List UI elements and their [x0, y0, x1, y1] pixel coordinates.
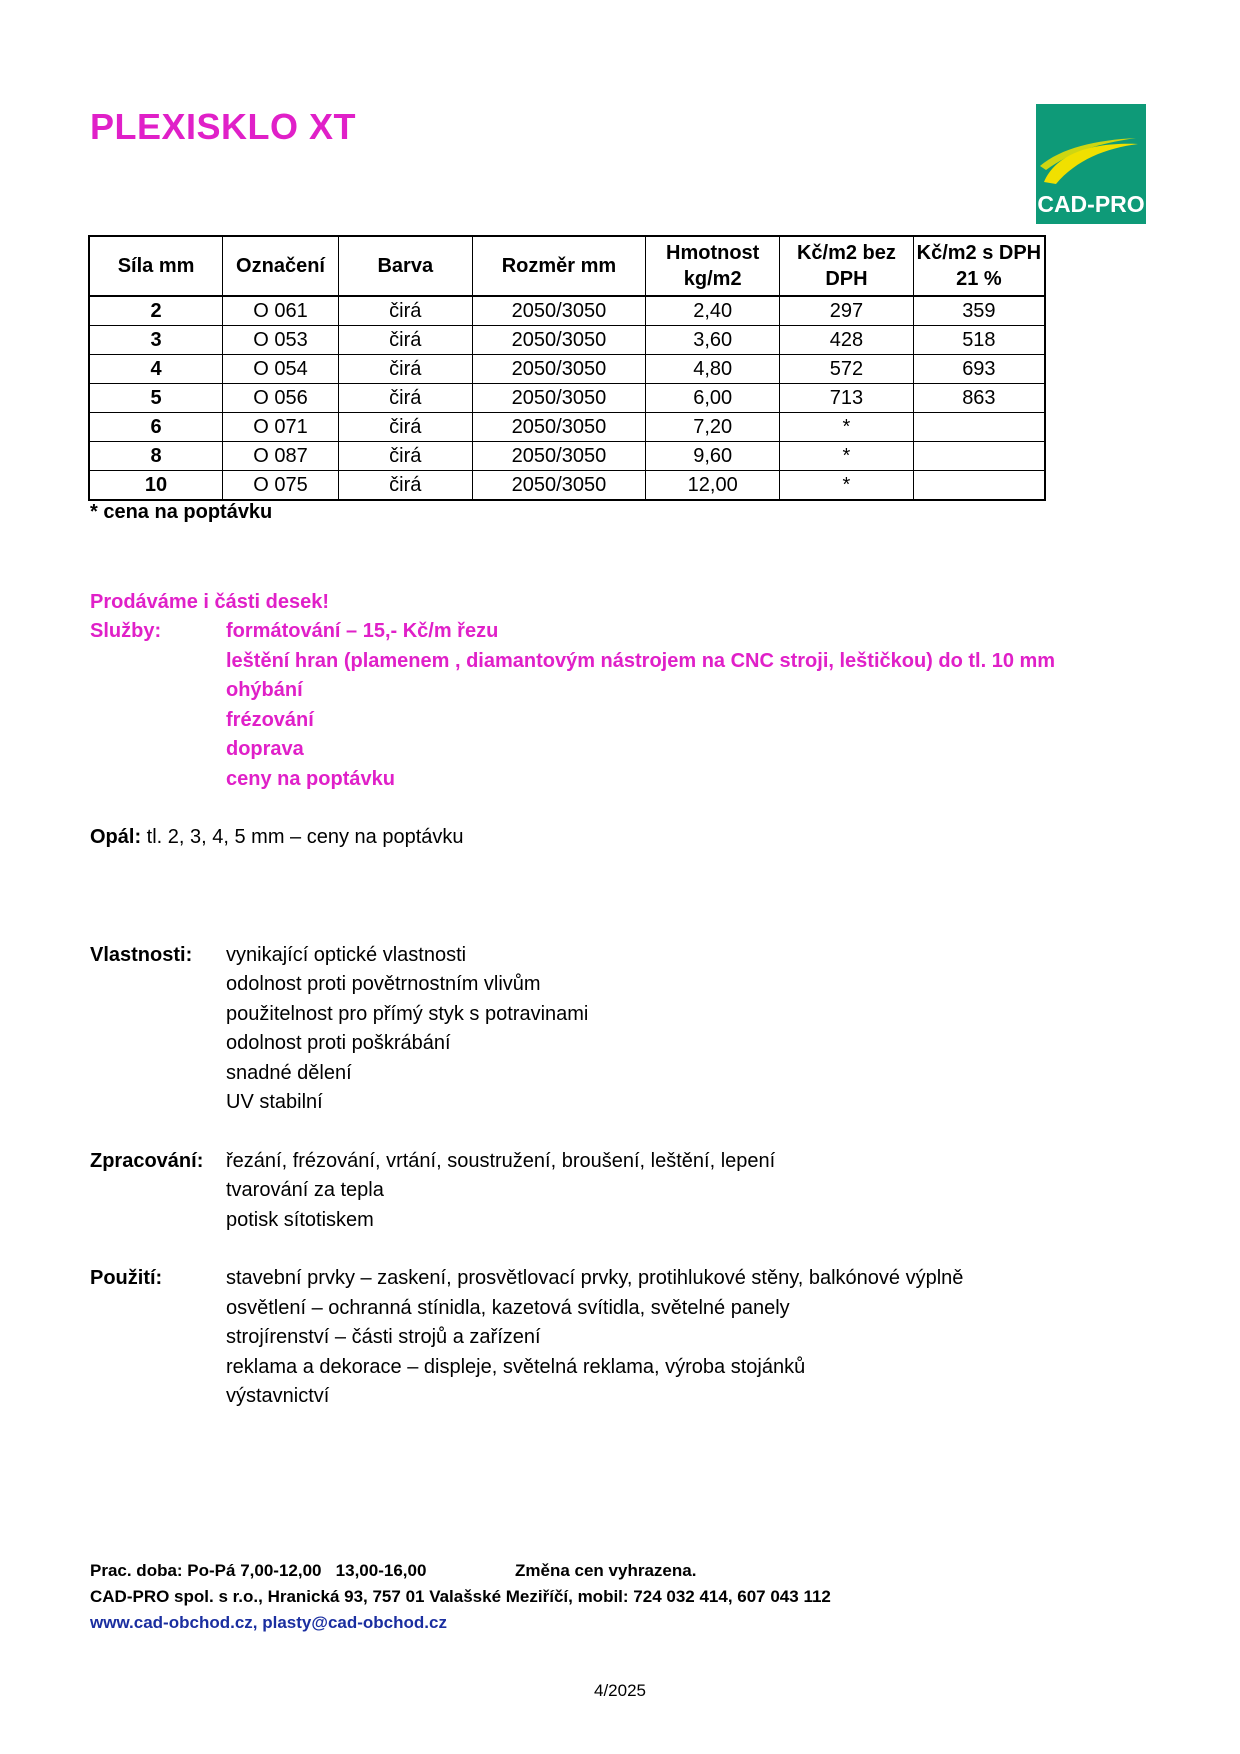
usage-item: strojírenství – části strojů a zařízení — [226, 1326, 541, 1348]
opal-text: tl. 2, 3, 4, 5 mm – ceny na poptávku — [141, 826, 464, 848]
service-item: ohýbání — [226, 679, 303, 701]
cell-size: 2050/3050 — [472, 355, 646, 384]
cell-price-vat: 359 — [913, 296, 1045, 326]
cell-price-net: 713 — [780, 384, 914, 413]
usage-item: reklama a dekorace – displeje, světelná reklama, výroba stojánků — [226, 1356, 806, 1378]
cell-price-vat: 693 — [913, 355, 1045, 384]
cell-code: O 087 — [223, 442, 339, 471]
website-link[interactable]: www.cad-obchod.cz — [90, 1613, 253, 1632]
cell-thickness: 8 — [89, 442, 223, 471]
table-header-row — [89, 236, 1045, 296]
property-item: odolnost proti poškrábání — [226, 1032, 451, 1054]
cell-size: 2050/3050 — [472, 442, 646, 471]
cad-pro-logo — [1036, 104, 1146, 224]
usage-label: Použití: — [90, 1267, 163, 1289]
price-on-request-note: * cena na poptávku — [90, 501, 273, 523]
services-label: Služby: — [90, 620, 162, 642]
price-table — [88, 235, 1046, 501]
cell-code: O 054 — [223, 355, 339, 384]
property-item: UV stabilní — [226, 1091, 323, 1113]
cell-price-net: * — [780, 442, 914, 471]
cell-color: čirá — [338, 355, 472, 384]
property-item: vynikající optické vlastnosti — [226, 944, 467, 966]
usage-item: stavební prvky – zaskení, prosvětlovací prvky, protihlukové stěny, balkónové výplně — [226, 1267, 964, 1289]
page-title: PLEXISKLO XT — [90, 106, 357, 147]
cell-thickness: 2 — [89, 296, 223, 326]
cell-size: 2050/3050 — [472, 413, 646, 442]
properties-label: Vlastnosti: — [90, 944, 193, 966]
header-weight: Hmotnost kg/m2 — [646, 236, 780, 296]
cell-code: O 053 — [223, 326, 339, 355]
email-link[interactable]: plasty@cad-obchod.cz — [262, 1613, 447, 1632]
table-row — [89, 442, 1045, 471]
header-color: Barva — [338, 236, 472, 296]
cell-weight: 7,20 — [646, 413, 780, 442]
cell-code: O 056 — [223, 384, 339, 413]
cell-price-net: 297 — [780, 296, 914, 326]
cell-thickness: 10 — [89, 471, 223, 501]
footer-company: CAD-PRO spol. s r.o., Hranická 93, 757 01 Valašské Meziříčí, mobil: 724 032 414, 607 043 112 — [90, 1587, 831, 1606]
header-thickness: Síla mm — [89, 236, 223, 296]
cell-code: O 075 — [223, 471, 339, 501]
page-number: 4/2025 — [594, 1681, 646, 1700]
cell-size: 2050/3050 — [472, 471, 646, 501]
opal-line — [90, 823, 464, 853]
table-row — [89, 296, 1045, 326]
cell-color: čirá — [338, 384, 472, 413]
service-item: formátování – 15,- Kč/m řezu — [226, 620, 499, 642]
cell-price-vat — [913, 442, 1045, 471]
opal-label: Opál: — [90, 826, 142, 848]
header-size: Rozměr mm — [472, 236, 646, 296]
table-row — [89, 326, 1045, 355]
cell-weight: 3,60 — [646, 326, 780, 355]
cell-color: čirá — [338, 471, 472, 501]
service-item: doprava — [226, 738, 304, 760]
processing-item: řezání, frézování, vrtání, soustružení, broušení, leštění, lepení — [226, 1150, 776, 1172]
cell-size: 2050/3050 — [472, 384, 646, 413]
cell-thickness: 4 — [89, 355, 223, 384]
cell-price-vat: 863 — [913, 384, 1045, 413]
cell-size: 2050/3050 — [472, 296, 646, 326]
cell-code: O 071 — [223, 413, 339, 442]
cell-price-vat — [913, 471, 1045, 501]
footer-hours: Prac. doba: Po-Pá 7,00-12,00 13,00-16,00 — [90, 1561, 427, 1580]
service-item: frézování — [226, 709, 314, 731]
cell-weight: 12,00 — [646, 471, 780, 501]
cell-weight: 6,00 — [646, 384, 780, 413]
table-row — [89, 384, 1045, 413]
service-item: leštění hran (plamenem , diamantovým nástrojem na CNC stroji, leštičkou) do tl. 10 mm — [226, 650, 1056, 672]
table-row — [89, 413, 1045, 442]
cell-price-net: * — [780, 413, 914, 442]
cell-color: čirá — [338, 413, 472, 442]
processing-label: Zpracování: — [90, 1150, 204, 1172]
cell-price-vat — [913, 413, 1045, 442]
processing-item: potisk sítotiskem — [226, 1209, 374, 1231]
cell-thickness: 6 — [89, 413, 223, 442]
footer-contacts — [90, 1613, 447, 1633]
processing-item: tvarování za tepla — [226, 1179, 384, 1201]
cell-price-vat: 518 — [913, 326, 1045, 355]
usage-item: výstavnictví — [226, 1385, 330, 1407]
property-item: odolnost proti povětrnostním vlivům — [226, 973, 541, 995]
property-item: použitelnost pro přímý styk s potravinami — [226, 1003, 589, 1025]
cell-thickness: 5 — [89, 384, 223, 413]
cell-thickness: 3 — [89, 326, 223, 355]
cell-code: O 061 — [223, 296, 339, 326]
cell-weight: 2,40 — [646, 296, 780, 326]
cell-price-net: 572 — [780, 355, 914, 384]
cell-price-net: 428 — [780, 326, 914, 355]
table-row — [89, 471, 1045, 501]
cell-weight: 4,80 — [646, 355, 780, 384]
header-price-net: Kč/m2 bez DPH — [780, 236, 914, 296]
cell-price-net: * — [780, 471, 914, 501]
cell-size: 2050/3050 — [472, 326, 646, 355]
table-row — [89, 355, 1045, 384]
contact-separator: , — [252, 1613, 263, 1632]
footer-price-change: Změna cen vyhrazena. — [515, 1561, 697, 1580]
header-code: Označení — [223, 236, 339, 296]
logo-text: CAD-PRO — [1037, 191, 1145, 217]
header-price-vat: Kč/m2 s DPH 21 % — [913, 236, 1045, 296]
cell-color: čirá — [338, 296, 472, 326]
cell-color: čirá — [338, 442, 472, 471]
cell-color: čirá — [338, 326, 472, 355]
usage-item: osvětlení – ochranná stínidla, kazetová svítidla, světelné panely — [226, 1297, 790, 1319]
cell-weight: 9,60 — [646, 442, 780, 471]
services-intro: Prodáváme i části desek! — [90, 591, 330, 613]
property-item: snadné dělení — [226, 1062, 352, 1084]
service-item: ceny na poptávku — [226, 768, 395, 790]
